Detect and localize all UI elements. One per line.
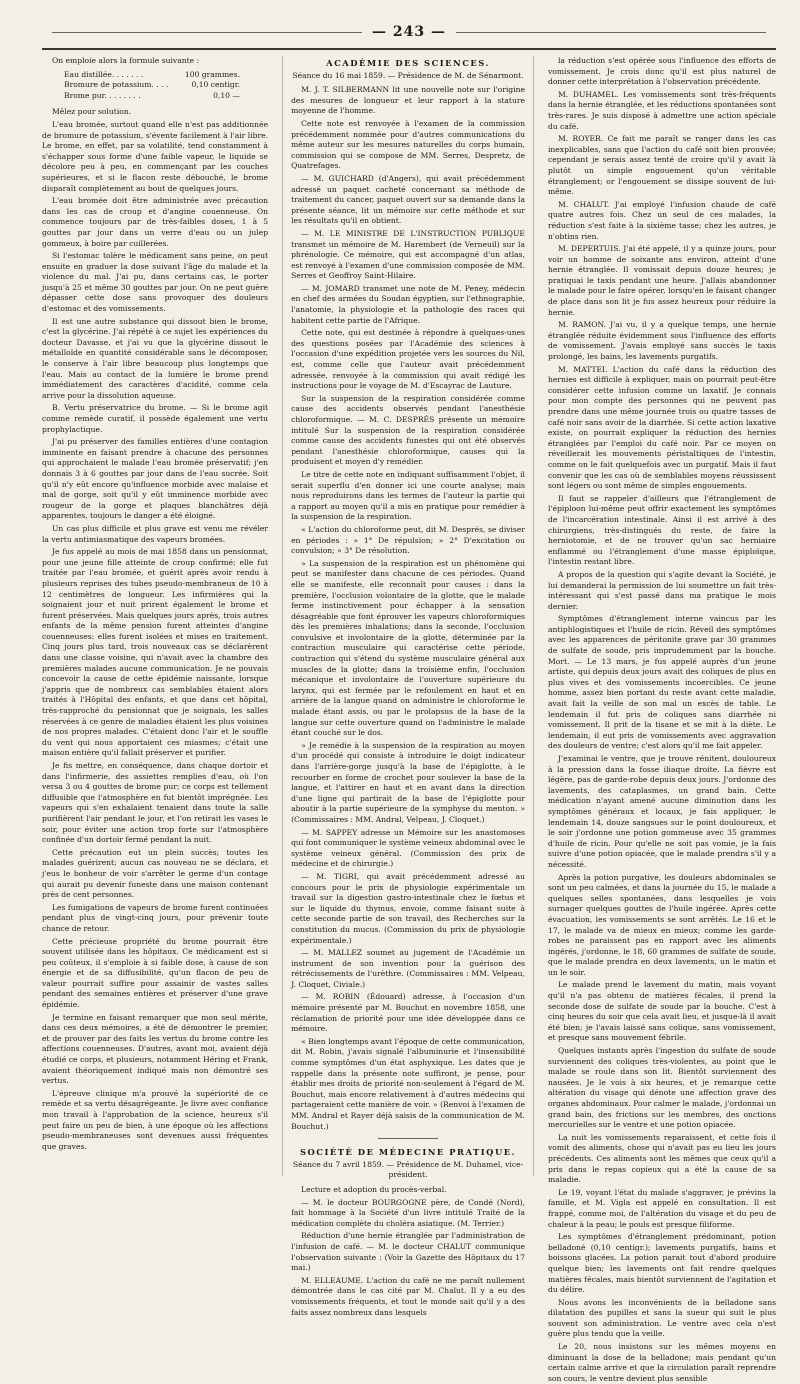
formula-quantity: 0,10 centigr. (191, 80, 240, 90)
paragraph: Il faut se rappeler d'ailleurs que l'étranglement de l'épiploon lui-même peut offrir exactement les symptômes de l'incarcération intestinale. Ainsi il est arrivé à des chirurgiens, très-distingués du reste, de faire la herniotomie, et de ne trouver qu'un sac herniaire enflammé ou l'étranglement d'une masse épiploïque, l'intestin restant libre. (547, 493, 776, 567)
section-subtitle: Séance du 7 avril 1859. — Présidence de M. Duhamel, vice-président. (292, 1159, 524, 1180)
paragraph: M. DUHAMEL. Les vomissements sont très-fréquents dans la hernie étranglée, et les réductions spontanées sont très-rares. Je suis disposé à admettre une action spéciale du café. (547, 89, 776, 131)
formula-ingredient: Bromure de potassium. . . . (64, 80, 169, 90)
paragraph: Symptômes d'étranglement interne vaincus par les antiphlogistiques et l'huile de ricin. Réveil des symptômes avec les apparences de péritonite grave par 30 grammes de sulfate de soude, pris imprudemment par la bouche. Mort. — Le 13 mars, je fus appelé auprès d'un jeune artiste, qui depuis deux jours avait des coliques de plus en plus vives et des vomissements incoercibles. Ce jeune homme, assez bien portant du reste avant cette maladie, avait fait la veille de son mal un excès de table. Le lendemain il fut pris de coliques sans diarrhée ni vomissement. Il prit de la tisane et se mit à la diète. Le lendemain, il eut pris de vomissements avec aggravation des douleurs de ventre; c'est alors qu'il me fait appeler. (547, 614, 776, 751)
paragraph: Après la potion purgative, les douleurs abdominales se sont un peu calmées, et dans la journée du 15, le malade a quelques selles spontanées, dans lesquelles je vois surnager quelques gouttes de l'huile ingérée. Après cette évacuation, les vomissements se sont arrêtés. Le 16 et le 17, le malade va de mieux en mieux; comme les garde-robes ne paraissent pas en rapport avec les aliments ingérés, j'ordonne, le 18, 60 grammes de sulfate de soude, que le malade prendra en deux lavements, un le matin et un le soir. (547, 872, 776, 977)
paragraph: Lecture et adoption du procès-verbal. (301, 1184, 447, 1194)
column-1 (42, 56, 268, 1176)
paragraph: Un cas plus difficile et plus grave est venu me révéler la vertu antimiasmatique des vapeurs bromées. (42, 523, 269, 544)
paragraph: Cette note, qui est destinée à répondre à quelques-unes des questions posées par l'Académie des sciences à l'occasion d'une expédition projetée vers les sources du Nil, est, comme celle que l'auteur avait précédemment adressée, renvoyée à la commission qui avait rédigé les instructions pour le voyage de M. d'Escayrac de Lauture. (291, 328, 525, 391)
formula-ingredient: Brome pur. . . . . . . . (64, 90, 141, 100)
page-header (42, 22, 776, 42)
formula-row (64, 91, 240, 102)
formula-quantity: 0,10 — (213, 90, 240, 100)
formula-block (64, 70, 268, 102)
formula-intro: On emploie alors la formule suivante : (52, 56, 200, 65)
column-3 (547, 56, 776, 1383)
paragraph: Je fis mettre, en conséquence, dans chaque dortoir et dans l'infirmerie, des assiettes remplies d'eau, où l'on versa 3 ou 4 gouttes de brome pur; ce corps est tellement diffusible que l'atmosphère en fut bientôt imprégnée. Les vapeurs qui s'en exhalaient tenaient dans toute la salle purifièrent l'air pendant le jour, et l'on retirait les vases le soir, pour éviter une action trop forte sur l'atmosphère confinée d'un dortoir fermé pendant la nuit. (42, 761, 269, 845)
section-separator (378, 1138, 438, 1139)
page-number: — 243 — (372, 24, 446, 40)
paragraph: Mêlez pour solution. (52, 107, 132, 117)
header-divider (42, 48, 776, 50)
paragraph: — M. TIGRI, qui avait précédemment adressé au concours pour le prix de physiologie expérimentale un travail sur la digestion gastro-intestinale chez le fœtus et sur le liquide du thymus, envoie, comme faisant suite à cette seconde partie de son travail, des Recherches sur la constitution du mucus. (Commission du prix de physiologie expérimentale.) (291, 871, 525, 945)
paragraph: — M. MALLEZ soumet au jugement de l'Académie un instrument de son invention pour la guérison des rétrécissements de l'urèthre. (Commissaires : MM. Velpeau, J. Cloquet, Civiale.) (291, 948, 525, 989)
paragraph: L'épreuve clinique m'a prouvé la supériorité de ce remède et sa vertu désagrégeante. Je livre avec confiance mon travail à l'approbation de la science, heureux s'il peut faire un peu de bien, à une époque où les affections pseudo-membraneuses sont devenues aussi fréquentes que graves. (42, 1088, 269, 1151)
paragraph: Sur la suspension de la respiration considérée comme cause des accidents observés pendant l'anesthésie chloroformique. — M. C. DESPRÉS présente un mémoire intitulé Sur la suspension de la respiration considérée comme cause des accidents funestes qui ont été observés pendant l'anesthésie chloroformique, causes qui la produisent et moyen d'y remédier. (291, 393, 525, 467)
section-title: SOCIÉTÉ DE MÉDECINE PRATIQUE. (299, 1147, 517, 1158)
paragraph: — M. LE MINISTRE DE L'INSTRUCTION PUBLIQUE transmet un mémoire de M. Harembert (de Verneuil) sur la phrénologie. Ce mémoire, qui est accompagné d'un atlas, est renvoyé à l'examen d'une commission composée de MM. Serres et Geoffroy Saint-Hilaire. (291, 228, 525, 281)
formula-row (64, 80, 240, 91)
paragraph: M. CHALUT. J'ai employé l'infusion chaude de café quatre autres fois. Chez un seul de ces malades, la réduction s'est faite à la sixième tasse; chez les autres, je n'obtins rien. (547, 199, 776, 241)
header-rule-left (52, 32, 362, 33)
header-rule-right (456, 32, 766, 33)
paragraph: L'eau bromée doit être administrée avec précaution dans les cas de croup et d'angine couenneuse. On commence toujours par de très-faibles doses, 1 à 5 gouttes par jour dans un verre d'eau ou un julep gommeux, à boire par cuillerées. (42, 196, 269, 248)
paragraph: J'ai pu préserver des familles entières d'une contagion imminente en faisant prendre à chacune des personnes qui approchaient le malade l'eau bromée préservatif; j'en donnais 3 à 6 gouttes par jour dans de l'eau sucrée. Soit qu'il n'y eût encore qu'influence morbide avec malaise et mal de gorge, soit qu'il y eût imminence morbide avec rougeur de la gorge et plaques blanchâtres déjà apparentes, toujours le danger a été éloigné. (42, 437, 269, 521)
paragraph: « Bien longtemps avant l'époque de cette communication, dit M. Robin, j'avais signalé l'albuminurie et l'insensibilité comme symptômes d'un état asphyxique. Les dates que je rappelle dans la présente note suffiront, je pense, pour établir mes droits de priorité non-seulement à l'égard de M. Bouchut, mais encore relativement à d'autres médecins qui partageraient cette manière de voir. » (Renvoi à l'examen de MM. Andral et Rayer déjà saisis de la communication de M. Bouchut.) (291, 1036, 525, 1131)
paragraph: Le titre de cette note en indiquant suffisamment l'objet, il serait superflu d'en donner ici une courte analyse; mais nous reproduirons dans les termes de l'auteur la partie qui a rapport au moyen qu'il a mis en pratique pour remédier à la suspension de la respiration. (291, 469, 525, 522)
paragraph: M. DEPERTUIS. J'ai été appelé, il y a quinze jours, pour voir un homme de soixante ans environ, atteint d'une hernie étranglée. Il vomissait depuis douze heures; je pratiquai le taxis pendant une heure. J'allais abandonner le malade pour le faire opérer, lorsqu'en le faisant changer de place dans son lit je fus assez heureux pour réduire la hernie. (547, 244, 776, 317)
paragraph: M. J. T. SILBERMANN lit une nouvelle note sur l'origine des mesures de longueur et leur rapport à la stature moyenne de l'homme. (291, 85, 525, 116)
paragraph: Je fus appelé au mois de mai 1858 dans un pensionnat, pour une jeune fille atteinte de croup confirmé; elle fut traitée par l'eau bromée, et guérit après avoir rendu à plusieurs reprises des tubes pseudo-membraneux de 10 à 12 centimètres de longueur. Les infirmières qui la soignaient jour et nuit prirent également le brome et furent préservées. Mais quelques jours après, trois autres enfants de la même pension furent atteintes d'angine couenneuses: elles furent isolées et mises en traitement. Cinq jours plus tard, trois nouveaux cas se déclarèrent dans une classe voisine, qui n'avait avec la chambre des premières malades aucune communication. Je ne pouvais concevoir la cause de cette épidémie naissante, lorsque j'appris que de nombreux cas semblables étaient alors traités à l'Hôpital des enfants, et que dans cet hôpital, très-rapproché du pensionnat que je soignais, les salles réservées à ce genre de maladies étaient les plus voisines de nos propres malades. C'étaient donc l'air et le souffle du vent qui nous apportaient ces miasmes; c'était une maison entière qu'il fallait préserver et purifier. (42, 547, 269, 758)
paragraph: L'eau bromée, surtout quand elle n'est pas additionnée de bromure de potassium, s'évente facilement à l'air libre. Le brome, en effet, par sa volatilité, tend constamment à s'échapper sous forme d'une faible vapeur, le liquide se décolore peu à peu, en commençant par les couches supérieures, et si le flacon reste débouché, le brome disparaît complètement au bout de quelques jours. (42, 119, 269, 193)
paragraph: M. ROYER. Ce fait me paraît se ranger dans les cas inexplicables, sans que l'action du café soit bien prouvée; cependant je serais assez tenté de croire qu'il y avait là plutôt un simple engouement qu'un véritable étranglement; or l'engouement se dissipe souvent de lui-même. (547, 134, 776, 197)
paragraph: — M. le docteur BOURGOGNE père, de Condé (Nord), fait hommage à la Société d'un livre intitulé Traité de la médication complète du choléra asiatique. (M. Terrier.) (291, 1197, 525, 1228)
paragraph: » Je remédie à la suspension de la respiration au moyen d'un procédé qui consiste à introduire le doigt indicateur dans l'arrière-gorge jusqu'à la base de l'épiglotte, à le recourber en forme de crochet pour soulever la base de la langue, et l'attirer en haut et en avant dans la direction d'une ligne qui partirait de la base de l'épiglotte pour aboutir à la partie supérieure de la symphyse du menton. » (Commissaires : MM. Andral, Velpeau, J. Cloquet.) (291, 740, 525, 824)
formula-ingredient: Eau distillée. . . . . . . (64, 69, 144, 79)
paragraph: Quelques instants après l'ingestion du sulfate de soude surviennent des coliques très-violentes, au point que le malade se roule dans son lit. Bientôt surviennent des nausées. Je le vois à six heures, et je remarque cette altération du visage qui dénote une affection grave des organes abdominaux. Pour calmer le malade, j'ordonnai un grand bain, des frictions sur les membres, des onctions mercurielles sur le ventre et une potion opiacée. (547, 1046, 776, 1130)
paragraph: J'examinai le ventre, que je trouve rénitent, douloureux à la pression dans la fosse iliaque droite. La fièvre est légère, pas de garde-robe depuis deux jours. J'ordonne des lavements, des cataplasmes, un grand bain. Cette médication n'ayant amené aucune diminution dans les symptômes généraux et locaux, je fais appliquer, le lendemain 14, douze sangsues sur le point douloureux, et le soir j'ordonne une potion gommeuse avec 35 grammes d'huile de ricin. Pour qu'elle ne soit pas vomie, je la fais suivre d'une potion opiacée, que le malade prendra s'il y a nécessité. (547, 754, 776, 869)
paragraph: — M. GUICHARD (d'Angers), qui avait précédemment adressé un paquet cacheté concernant sa méthode de traitement du cancer, paquet ouvert sur sa demande dans la présente séance, lit un mémoire sur cette méthode et sur les résultats qu'il en obtient. (291, 173, 525, 226)
paragraph: M. MATTEI. L'action du café dans la réduction des hernies est difficile à expliquer, mais on pourrait peut-être considérer cette infusion comme un laxatif. Je connais pour mon compte des personnes qui ne peuvent pas prendre dans une même journée trois ou quatre tasses de café noir sans avoir de la diarrhée. Si cette action laxative existe, on pourrait expliquer la réduction des hernies étranglées par l'emploi du café noir. Par ce moyen on réveillerait les mouvements péristaltiques de l'intestin, comme on le fait quelquefois avec un purgatif. Mais il faut convenir que les cas où de semblables moyens réussissent sont légers ou sont même de simples engouements. (547, 364, 776, 491)
paragraph: « L'action du chloroforme peut, dit M. Després, se diviser en périodes : » 1° De répulsion; » 2° D'excitation ou convulsion; » 3° De résolution. (291, 524, 525, 556)
paragraph: — M. JOMARD transmet une note de M. Peney, médecin en chef des armées du Soudan égyptien, sur l'ethnographie, l'anatomie, la physiologie et la pathologie des races qui habitent cette partie de l'Afrique. (291, 283, 525, 325)
paragraph: Cette précaution eut un plein succès; toutes les malades guérirent; aucun cas nouveau ne se déclara, et j'eus le bonheur de voir s'arrêter le germe d'un contage qui aurait pu devenir funeste dans une maison contenant près de cent personnes. (42, 847, 269, 900)
paragraph: Il est une autre substance qui dissout bien le brome, c'est la glycérine. J'ai répété à ce sujet les expériences du docteur Davasse, et j'ai vu que la glycérine dissout le métalloïde en quantité considérable sans le décomposer, le conserve à l'air libre beaucoup plus longtemps que l'eau. Mais au contact de la lumière le brome prend immédiatement des caractères d'acidité, comme cela arrive pour la dissolution aqueuse. (42, 316, 269, 400)
paragraph: » La suspension de la respiration est un phénomène qui peut se manifester dans chacune de ces périodes. Quand elle se manifeste, elle reconnaît pour causes : dans la première, l'occlusion volontaire de la glotte, que le malade ferme instinctivement pour échapper à la sensation désagréable que font éprouver les vapeurs chloroformiques dès les premières inhalations; dans la seconde, l'occlusion convulsive et involontaire de la glotte, déterminée par la contraction musculaire qui caractérise cette période, contraction qui s'étend du système musculaire général aux muscles de la glotte; dans la troisième enfin, l'occlusion mécanique et involontaire de l'ouverture supérieure du larynx, qui est fermée par le refoulement en haut et en arrière de la langue quand on administre le chloroforme le malade étant assis, ou par le prolapsus de la base de la langue sur cette ouverture quand on l'administre le malade étant couché sur le dos. (291, 558, 525, 738)
paragraph: Le malade prend le lavement du matin, mais voyant qu'il n'a pas obtenu de matières fécales, il prend la seconde dose de sulfate de soude par la bouche. C'est à cinq heures du soir que cela avait lieu, et jusque-là il avait été bien; je l'avais laissé sans colique, sans vomissement, et presque sans mouvement fébrile. (547, 980, 776, 1043)
paragraph: M. ELLEAUME. L'action du café ne me paraît nullement démontrée dans le cas cité par M. Chalut. Il y a eu des vomissements fréquents, et tout le monde sait qu'il y a des faits assez nombreux dans lesquels (291, 1275, 525, 1317)
paragraph: Je termine en faisant remarquer que mon seul mérite, dans ces deux mémoires, a été de démontrer le premier, et de prouver par des faits les vertus du brome contre les affections couenneuses. D'autres, avant moi, avaient déjà étudié ce corps, et plusieurs, notamment Héring et Frank, avaient théoriquement indiqué mais non démontré ses vertus. (42, 1012, 269, 1086)
section-subtitle: Séance du 16 mai 1859. — Présidence de M. de Sénarmont. (292, 70, 524, 80)
paragraph: Réduction d'une hernie étranglée par l'administration de l'infusion de café. — M. le docteur CHALUT communique l'observation suivante : (Voir la Gazette des Hôpitaux du 17 mai.) (291, 1231, 525, 1273)
paragraph: Si l'estomac tolère le médicament sans peine, on peut ensuite en graduer la dose suivant l'âge du malade et la violence du mal. J'ai pu, dans certains cas, le porter jusqu'à 25 et même 30 gouttes par jour. On ne peut guère dépasser cette dose sans provoquer des douleurs d'estomac et des vomissements. (42, 251, 269, 314)
paragraph: Les symptômes d'étranglement prédominant, potion belladoné (0,10 centigr.); lavements purgatifs, bains et boissons glacées. La potion parait tout d'abord produire quelque bien; les lavements ont fait rendre quelques matières fécales, mais bientôt surviennent de l'agitation et du délire. (547, 1232, 776, 1295)
paragraph: la réduction s'est opérée sous l'influence des efforts de vomissement. Je crois donc qu'il est plus naturel de donner cette interprétation à l'observation précédente. (547, 56, 776, 87)
paragraph: M. RAMON. J'ai vu, il y a quelque temps, une hernie étranglée réduite évidemment sous l'influence des efforts de vomissement. J'avais employé sans succès le taxis prolongé, les bains, les lavements purgatifs. (547, 320, 776, 362)
paragraph: Le 20, nous insistons sur les mêmes moyens en diminuant la dose de la belladone; mais pendant qu'un certain calme arrive et que la circulation paraît reprendre son cours, le ventre devient plus sensible (547, 1342, 776, 1383)
columns (42, 56, 776, 1383)
paragraph: Nous avons les inconvénients de la belladone sans dilatation des pupilles et sans la sueur qui suit le plus souvent son administration. Le ventre avec cela n'est guère plus tendu que la veille. (547, 1297, 776, 1339)
paragraph: — M. ROBIN (Édouard) adresse, à l'occasion d'un mémoire présenté par M. Bouchut en novembre 1858, une réclamation de priorité pour une idée développée dans ce mémoire. (291, 992, 525, 1034)
paragraph: La nuit les vomissements reparaissent, et cette fois il vomit des aliments, chose qui n'avait pas eu lieu les jours précédents. Ces aliments sont les mêmes que ceux qu'il a pris dans le repas copieux qui a été la cause de sa maladie. (547, 1132, 776, 1185)
paragraph: B. Vertu préservatrice du brome. — Si le brome agit comme remède curatif, il possède également une vertu prophylactique. (42, 403, 269, 434)
paragraph: Cette note est renvoyée à l'examen de la commission précédemment nommée pour d'autres communications du même auteur sur les mesures naturelles du corps humain, commission qui se compose de MM. Serres, Despretz, de Quatrefages. (291, 118, 525, 171)
paragraph: Les fumigations de vapeurs de brome furent continuées pendant plus de vingt-cinq jours, pour prévenir toute chance de retour. (42, 902, 269, 933)
formula-row (64, 70, 240, 81)
section-title: ACADÉMIE DES SCIENCES. (326, 58, 490, 68)
paragraph: Le 19, voyant l'état du malade s'aggraver, je prévins la famille, et M. Vigla est appelé en consultation. Il est frappé, comme moi, de l'altération du visage et du peu de chaleur à la peau; le pouls est presque filiforme. (547, 1187, 776, 1229)
column-2 (282, 56, 534, 1317)
paragraph: Cette précieuse propriété du brome pourrait être souvent utilisée dans les hôpitaux. Ce médicament est si peu coûteux, il s'emploie à si faible dose, à cause de son énergie et de sa diffusibilité, qu'un flacon de peu de valeur pourrait suffire pour assainir de vastes salles pendant des semaines entières et préserver d'une grave épidémie. (42, 936, 269, 1010)
formula-quantity: 100 grammes. (184, 69, 240, 79)
paragraph: — M. SAPPEY adresse un Mémoire sur les anastomoses qui font communiquer le système veineux abdominal avec le système veineux général. (Commission des prix de médecine et de chirurgie.) (291, 827, 525, 869)
paragraph: A propos de la question qui s'agite devant la Société, je lui demanderai la permission de lui soumettre un fait très-intéressant qui s'est passé dans ma pratique le mois dernier. (547, 569, 776, 611)
